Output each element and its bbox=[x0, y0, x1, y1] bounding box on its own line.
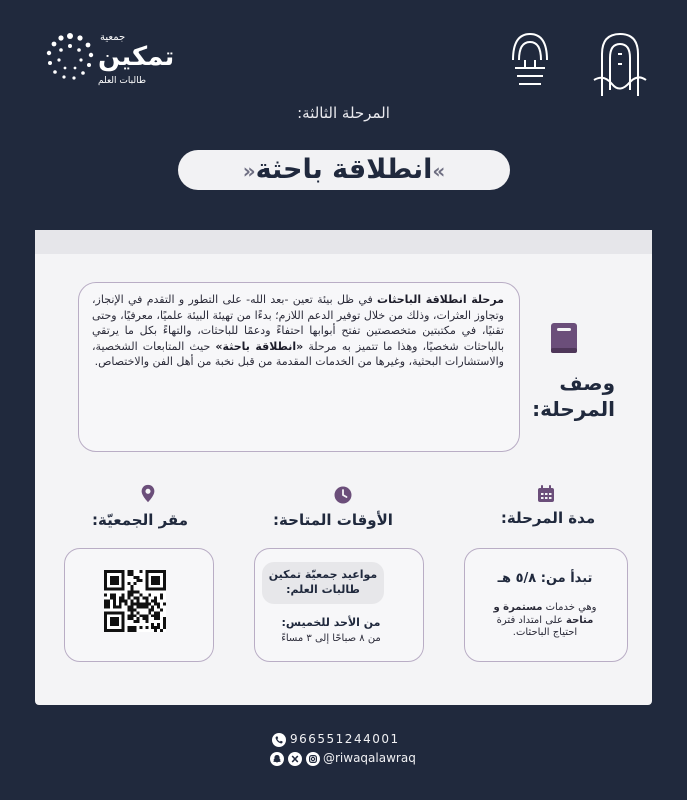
services-line1-bold: مستمرة و bbox=[493, 602, 543, 613]
description-text bbox=[92, 292, 504, 370]
stage-title bbox=[178, 150, 510, 190]
hours-title: الأوقات المتاحة: bbox=[273, 511, 393, 529]
duration-services bbox=[470, 602, 620, 640]
quote-close: « bbox=[242, 159, 256, 183]
services-line1-text: وهي خدمات bbox=[542, 602, 597, 613]
social-handle[interactable]: @riwaqalawraq bbox=[323, 751, 416, 765]
book-icon bbox=[548, 322, 580, 356]
description-highlight: «انطلاقة باحثة» bbox=[215, 339, 304, 353]
description-heading-line2: المرحلة: bbox=[532, 397, 615, 421]
description-heading-line1: وصف bbox=[559, 371, 615, 395]
tamkeen-logo bbox=[40, 30, 175, 90]
description-intro-bold: مرحلة انطلاقة الباحثات bbox=[377, 293, 504, 306]
phone-icon bbox=[272, 733, 286, 747]
services-line2-bold: متاحة bbox=[566, 614, 594, 626]
services-line2-text: على امتداد فترة bbox=[496, 614, 567, 626]
hours-pill-text bbox=[262, 567, 384, 597]
instagram-icon[interactable] bbox=[306, 752, 320, 766]
duration-start-label: تبدأ من: bbox=[540, 571, 593, 586]
dots-circle-icon bbox=[42, 30, 98, 86]
duration-title: مدة المرحلة: bbox=[500, 509, 596, 527]
stage-label: المرحلة الثالثة: bbox=[297, 104, 390, 122]
riwaq-alawraq-logo bbox=[590, 30, 650, 98]
description-heading bbox=[510, 370, 615, 422]
duration-start bbox=[470, 571, 620, 586]
description-outro: حيث المتابعات الشخصية، والاستشارات البحثية، وغيرها من الخدمات المقدمة من قبل نخبة من أهل الفن والاختصاص. bbox=[92, 339, 504, 369]
org-logo-name: تمكين bbox=[98, 42, 175, 72]
duration-services-line2 bbox=[470, 615, 620, 628]
duration-services-line3: احتياج الباحثات. bbox=[512, 627, 578, 638]
quote-open: » bbox=[432, 159, 446, 183]
description-intro: في ظل بيئة تعين -بعد الله- على التطور و التقدم في الإنجاز، وتجاوز العثرات، وذلك من خلال توفير الدعم اللازم؛ بدءًا من تهيئة البيئة علميًا، معرفيًا، وحتى تقنيًا، في مكتبتين متخصصتين تفتح أبوابها احتفاءً ودعمًا للباحثات، والتهاءً بكل ما يرتقي بالباحثات شخصيًا، وهذا ما تتميز به مرحلة bbox=[92, 293, 505, 353]
duration-services-line1 bbox=[470, 602, 620, 615]
qr-code[interactable] bbox=[104, 570, 166, 632]
card-band bbox=[35, 230, 652, 254]
location-title: مقر الجمعيّة: bbox=[92, 511, 188, 529]
hours-pill-line2: طالبات العلم: bbox=[286, 583, 360, 596]
phone-number[interactable]: 966551244001 bbox=[290, 732, 400, 746]
hours-pill-line1: مواعيد جمعيّة تمكين bbox=[268, 568, 378, 581]
clock-icon bbox=[333, 485, 353, 505]
snapchat-icon[interactable] bbox=[270, 752, 284, 766]
stage-title-text: انطلاقة باحثة bbox=[255, 154, 433, 185]
org-logo-sub: طالبات العلم bbox=[98, 76, 146, 86]
location-pin-icon bbox=[138, 484, 158, 504]
x-icon[interactable] bbox=[288, 752, 302, 766]
duration-start-date: ٥/٨ هـ bbox=[497, 571, 537, 586]
hours-time: من ٨ صباحًا إلى ٣ مساءً bbox=[281, 633, 381, 644]
riwaq-albahithat-logo bbox=[505, 30, 555, 94]
hours-days: من الأحد للخميس: bbox=[281, 616, 381, 629]
org-logo-small: جمعية bbox=[100, 32, 126, 43]
calendar-icon bbox=[536, 484, 556, 504]
